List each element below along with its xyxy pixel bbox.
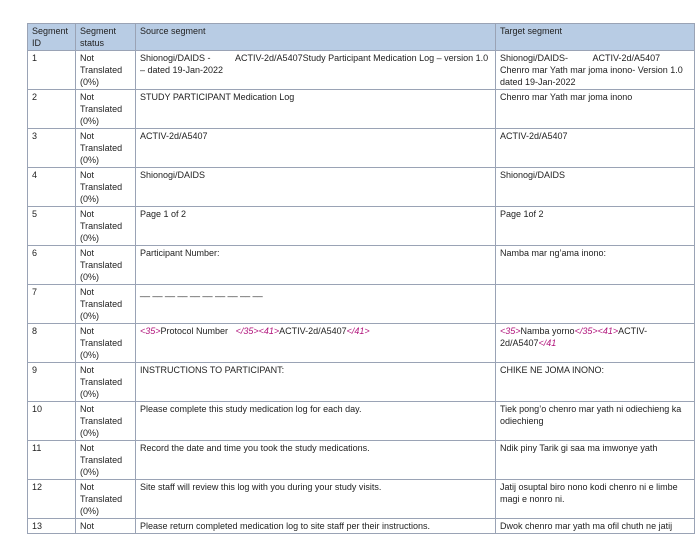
table-row [28,285,695,324]
source-text: Participant Number: [140,248,220,258]
target-segment-cell[interactable] [496,246,695,285]
source-text: Record the date and time you took the study medications. [140,443,370,453]
target-text: Shionogi/DAIDS- ACTIV-2d/A5407 Chenro mar Yath mar joma inono- Version 1.0 dated 19-Jan-2022 [500,53,686,87]
target-segment-cell[interactable] [496,51,695,90]
target-text: ACTIV-2d/A5407 [500,326,648,348]
table-row [28,168,695,207]
segment-status-cell: Not Translated (0%) [76,168,136,207]
source-text: Shionogi/DAIDS [140,170,206,180]
target-text: ACTIV-2d/A5407 [500,131,568,141]
target-segment-cell[interactable] [496,168,695,207]
inline-tag: <35> [140,326,161,336]
segment-status-cell: Not Translated (0%) [76,324,136,363]
source-text: Protocol Number [160,326,236,336]
source-segment-cell[interactable] [136,363,496,402]
segment-status-cell: Not Translated (0%) [76,285,136,324]
source-text: Page 1 of 2 [140,209,187,219]
inline-tag: </35><41> [235,326,280,336]
table-row [28,402,695,441]
segment-id-cell: 2 [28,90,76,129]
source-text: Shionogi/DAIDS - ACTIV-2d/A5407Study Participant Medication Log – version 1.0 – dated 19-Jan-2022 [140,53,491,75]
target-segment-cell[interactable] [496,207,695,246]
header-source-segment: Source segment [136,24,496,51]
source-segment-cell[interactable] [136,324,496,363]
table-row [28,519,695,534]
segment-status-cell: Not Translated (0%) [76,441,136,480]
source-segment-cell[interactable] [136,519,496,534]
header-segment-status: Segment status [76,24,136,51]
table-row [28,363,695,402]
inline-tag: <35> [500,326,521,336]
segment-status-cell: Not Translated (0%) [76,402,136,441]
segment-id-cell: 11 [28,441,76,480]
table-body [28,51,695,534]
source-text: Please return completed medication log to site staff per their instructions. [140,521,430,531]
target-segment-cell[interactable] [496,480,695,519]
segment-id-cell: 8 [28,324,76,363]
segment-status-cell: Not Translated (0%) [76,51,136,90]
target-text: Jatij osuptal biro nono kodi chenro ni e limbe magi e nonro ni. [500,482,681,504]
source-text: STUDY PARTICIPANT Medication Log [140,92,295,102]
source-text: ACTIV-2d/A5407 [140,131,208,141]
table-row [28,51,695,90]
segment-id-cell: 9 [28,363,76,402]
segment-id-cell: 7 [28,285,76,324]
source-text: __ __ __ __ __ __ __ __ __ __ [140,287,263,297]
segment-id-cell: 4 [28,168,76,207]
source-text: Please complete this study medication log for each day. [140,404,362,414]
source-text: Site staff will review this log with you during your study visits. [140,482,382,492]
segment-id-cell: 6 [28,246,76,285]
source-segment-cell[interactable] [136,480,496,519]
source-segment-cell[interactable] [136,285,496,324]
segment-status-cell: Not Translated (0%) [76,90,136,129]
target-segment-cell[interactable] [496,519,695,534]
target-segment-cell[interactable] [496,402,695,441]
table-row [28,480,695,519]
source-segment-cell[interactable] [136,246,496,285]
target-text: Namba mar ng’ama inono: [500,248,607,258]
segment-id-cell: 1 [28,51,76,90]
segment-status-cell: Not Translated (0%) [76,246,136,285]
source-segment-cell[interactable] [136,168,496,207]
source-segment-cell[interactable] [136,90,496,129]
source-segment-cell[interactable] [136,129,496,168]
target-segment-cell[interactable] [496,90,695,129]
source-segment-cell[interactable] [136,207,496,246]
table-header-row [28,24,695,51]
segment-status-cell: Not Translated (0%) [76,129,136,168]
segment-id-cell: 12 [28,480,76,519]
table-row [28,246,695,285]
target-segment-cell[interactable] [496,441,695,480]
header-target-segment: Target segment [496,24,695,51]
source-text: INSTRUCTIONS TO PARTICIPANT: [140,365,285,375]
target-text: CHIKE NE JOMA INONO: [500,365,605,375]
segment-id-cell: 10 [28,402,76,441]
segment-status-cell: Not [76,519,136,534]
target-text: Dwok chenro mar yath ma ofil chuth ne jatij [500,521,673,531]
table-row [28,441,695,480]
target-text: Page 1of 2 [500,209,544,219]
segment-id-cell: 13 [28,519,76,534]
source-segment-cell[interactable] [136,51,496,90]
segment-table [27,23,695,534]
source-segment-cell[interactable] [136,441,496,480]
segment-status-cell: Not Translated (0%) [76,363,136,402]
target-segment-cell[interactable] [496,129,695,168]
target-text: Chenro mar Yath mar joma inono [500,92,633,102]
table-row [28,207,695,246]
inline-tag: </35><41> [574,326,619,336]
segment-status-cell: Not Translated (0%) [76,207,136,246]
target-text: Namba yorno [520,326,575,336]
target-text: Ndik piny Tarik gi saa ma imwonye yath [500,443,658,453]
segment-id-cell: 3 [28,129,76,168]
source-text: ACTIV-2d/A5407 [279,326,347,336]
table-row [28,90,695,129]
segment-status-cell: Not Translated (0%) [76,480,136,519]
header-segment-id: Segment ID [28,24,76,51]
segment-table-container [27,23,694,534]
target-text: Tiek pong’o chenro mar yath ni odiechieng ka odiechieng [500,404,684,426]
target-text: Shionogi/DAIDS [500,170,566,180]
target-segment-cell[interactable] [496,363,695,402]
segment-id-cell: 5 [28,207,76,246]
source-segment-cell[interactable] [136,402,496,441]
target-segment-cell[interactable] [496,324,695,363]
target-segment-cell[interactable] [496,285,695,324]
table-row [28,129,695,168]
inline-tag: </41 [538,338,557,348]
table-row [28,324,695,363]
inline-tag: </41> [346,326,370,336]
